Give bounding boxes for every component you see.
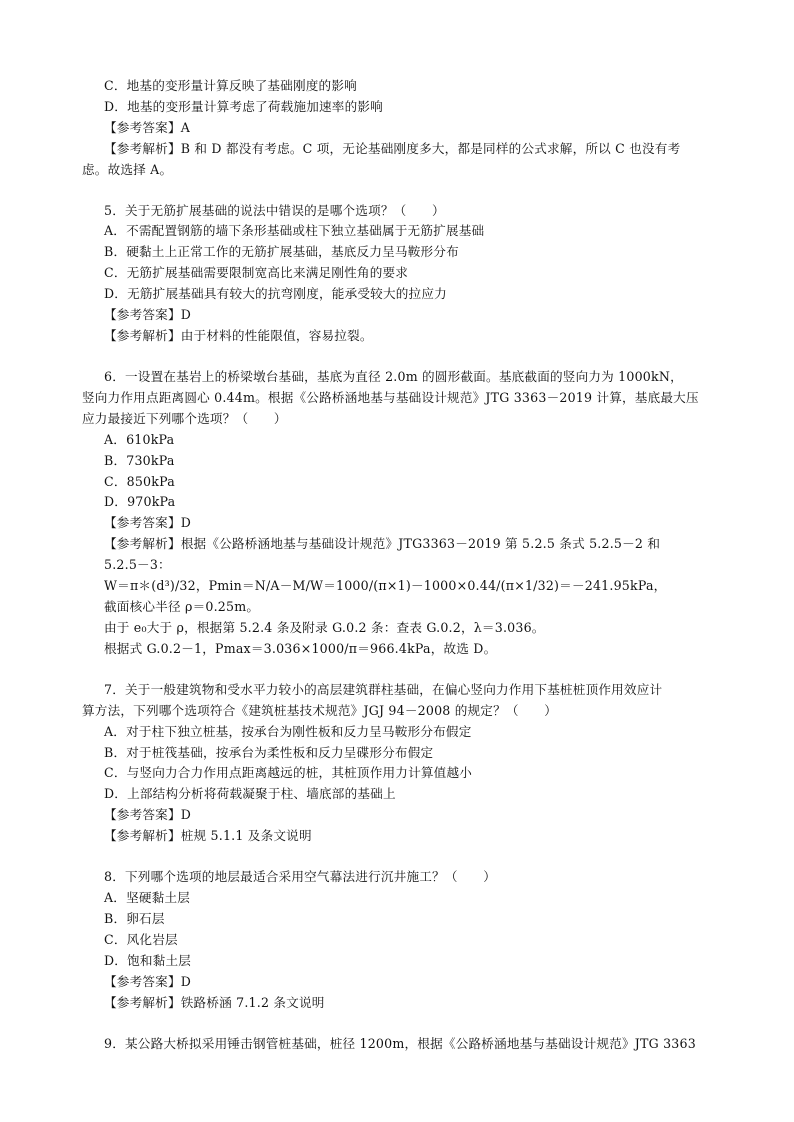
q6-stem: 6．一设置在基岩上的桥梁墩台基础，基底为直径 2.0m 的圆形截面。基底截面的竖向力为 1000kN， [104, 369, 683, 384]
q7-answer: 【参考答案】D [104, 807, 192, 822]
q5-option-d: D．无筋扩展基础具有较大的抗弯刚度，能承受较大的拉应力 [104, 286, 447, 301]
q7-stem-cont: 算方法，下列哪个选项符合《建筑桩基技术规范》JGJ 94－2008 的规定？（ ） [82, 703, 558, 718]
q6-option-b: B．730kPa [104, 453, 175, 468]
q5-option-b: B．硬黏土上正常工作的无筋扩展基础，基底反力呈马鞍形分布 [104, 244, 459, 259]
q5-option-c: C．无筋扩展基础需要限制宽高比来满足刚性角的要求 [104, 265, 409, 280]
q7-option-a: A．对于柱下独立桩基，按承台为刚性板和反力呈马鞍形分布假定 [104, 724, 472, 739]
q7-analysis: 【参考解析】桩规 5.1.1 及条文说明 [104, 828, 312, 843]
q8-option-d: D．饱和黏土层 [104, 953, 192, 968]
q8-option-b: B．卵石层 [104, 911, 165, 926]
q8-answer: 【参考答案】D [104, 974, 192, 989]
q6-option-c: C．850kPa [104, 474, 175, 489]
q6-option-d: D．970kPa [104, 494, 176, 509]
q6-stem-cont-2: 应力最接近下列哪个选项？（ ） [82, 411, 287, 426]
q6-analysis: 【参考解析】根据《公路桥涵地基与基础设计规范》JTG3363－2019 第 5.2.5 条式 5.2.5－2 和 [104, 536, 661, 551]
q4-option-c: C．地基的变形量计算反映了基础刚度的影响 [104, 78, 357, 93]
q6-stem-cont-1: 竖向力作用点距离圆心 0.44m。根据《公路桥涵地基与基础设计规范》JTG 3363－2019 计算，基底最大压 [82, 390, 699, 405]
q7-option-d: D．上部结构分析将荷载凝聚于柱、墙底部的基础上 [104, 786, 396, 801]
q6-option-a: A．610kPa [104, 432, 175, 447]
q8-option-a: A．坚硬黏土层 [104, 890, 191, 905]
q8-option-c: C．风化岩层 [104, 932, 178, 947]
q5-answer: 【参考答案】D [104, 307, 192, 322]
q6-analysis-line-4: 截面核心半径 ρ＝0.25m。 [104, 599, 260, 614]
q5-stem: 5．关于无筋扩展基础的说法中错误的是哪个选项？（ ） [104, 203, 445, 218]
q6-analysis-line-5: 由于 e₀大于 ρ，根据第 5.2.4 条及附录 G.0.2 条：查表 G.0.2，λ＝3.036。 [104, 620, 545, 635]
q5-option-a: A．不需配置钢筋的墙下条形基础或柱下独立基础属于无筋扩展基础 [104, 223, 485, 238]
q6-analysis-line-3: W＝π＊(d³)/32，Pmin＝N/A－M/W＝1000/(π×1)－1000×0.44/(π×1/32)＝－241.95kPa， [104, 578, 667, 593]
q7-option-b: B．对于桩筏基础，按承台为柔性板和反力呈碟形分布假定 [104, 745, 434, 760]
q4-option-d: D．地基的变形量计算考虑了荷载施加速率的影响 [104, 99, 383, 114]
q8-stem: 8．下列哪个选项的地层最适合采用空气幕法进行沉井施工？（ ） [104, 869, 497, 884]
q6-analysis-line-2: 5.2.5－3： [104, 557, 171, 572]
q5-analysis: 【参考解析】由于材料的性能限值，容易拉裂。 [104, 328, 373, 343]
q6-answer: 【参考答案】D [104, 515, 192, 530]
q4-analysis-cont: 虑。故选择 A。 [82, 162, 173, 177]
q4-answer: 【参考答案】A [104, 120, 191, 135]
q8-analysis: 【参考解析】铁路桥涵 7.1.2 条文说明 [104, 995, 325, 1010]
q6-analysis-line-6: 根据式 G.0.2－1，Pmax＝3.036×1000/π＝966.4kPa，故选 D。 [104, 641, 497, 656]
q9-stem: 9．某公路大桥拟采用锤击钢管桩基础，桩径 1200m，根据《公路桥涵地基与基础设计规范》JTG 3363 [104, 1036, 696, 1051]
q4-analysis: 【参考解析】B 和 D 都没有考虑。C 项，无论基础刚度多大，都是同样的公式求解，所以 C 也没有考 [104, 141, 681, 156]
q7-option-c: C．与竖向力合力作用点距离越远的桩，其桩顶作用力计算值越小 [104, 765, 473, 780]
q7-stem: 7．关于一般建筑物和受水平力较小的高层建筑群柱基础，在偏心竖向力作用下基桩桩顶作用效应计 [104, 682, 663, 697]
